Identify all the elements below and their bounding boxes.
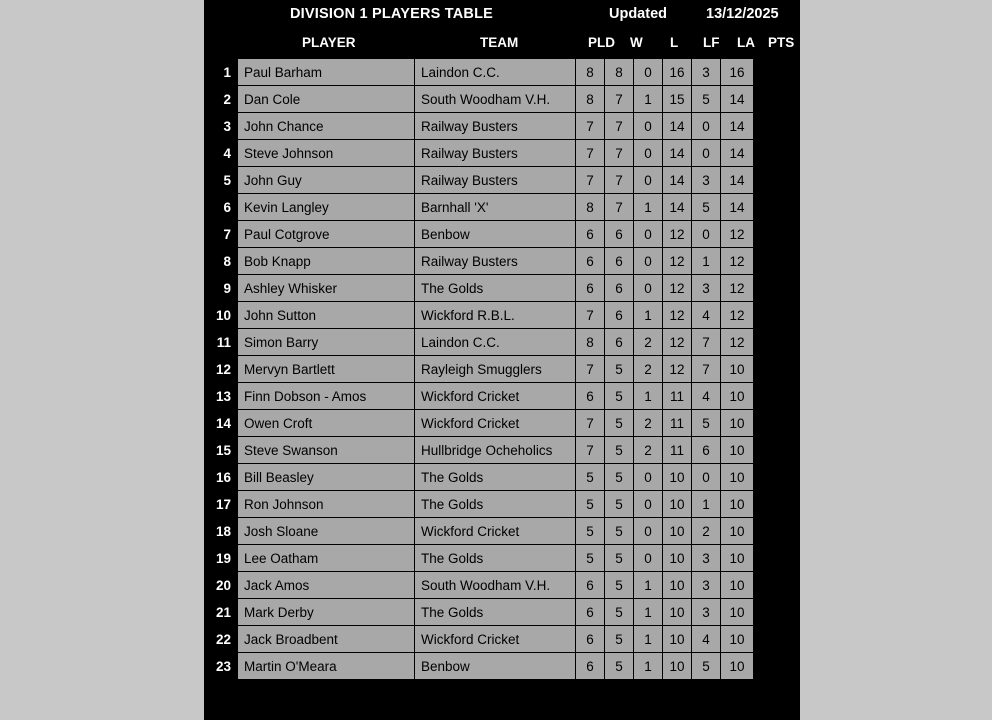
row-legs-for: 15 (663, 86, 691, 112)
row-legs-against: 7 (692, 329, 720, 355)
row-rank: 9 (205, 275, 237, 301)
row-points: 14 (721, 167, 753, 193)
row-losses: 1 (634, 626, 662, 652)
row-played: 7 (576, 302, 604, 328)
row-points: 10 (721, 491, 753, 517)
row-rank: 19 (205, 545, 237, 571)
row-legs-for: 12 (663, 275, 691, 301)
row-losses: 0 (634, 167, 662, 193)
row-wins: 5 (605, 599, 633, 625)
row-wins: 7 (605, 167, 633, 193)
row-rank: 5 (205, 167, 237, 193)
row-player-name: Martin O'Meara (238, 653, 414, 679)
row-team-name: Laindon C.C. (415, 59, 575, 85)
table-row (205, 113, 753, 139)
row-legs-against: 7 (692, 356, 720, 382)
row-team-name: The Golds (415, 599, 575, 625)
row-rank: 2 (205, 86, 237, 112)
row-rank: 14 (205, 410, 237, 436)
table-row (205, 248, 753, 274)
row-team-name: Hullbridge Ocheholics (415, 437, 575, 463)
row-team-name: The Golds (415, 491, 575, 517)
row-played: 7 (576, 140, 604, 166)
row-played: 6 (576, 599, 604, 625)
row-team-name: Barnhall 'X' (415, 194, 575, 220)
row-wins: 5 (605, 518, 633, 544)
row-wins: 6 (605, 329, 633, 355)
row-player-name: Paul Barham (238, 59, 414, 85)
players-table (204, 58, 754, 680)
row-legs-for: 12 (663, 302, 691, 328)
row-losses: 2 (634, 437, 662, 463)
row-rank: 17 (205, 491, 237, 517)
column-header-pld: PLD (588, 35, 615, 50)
row-legs-for: 12 (663, 248, 691, 274)
row-legs-against: 3 (692, 545, 720, 571)
row-rank: 6 (205, 194, 237, 220)
row-points: 10 (721, 599, 753, 625)
row-played: 7 (576, 437, 604, 463)
row-player-name: Lee Oatham (238, 545, 414, 571)
row-legs-for: 10 (663, 491, 691, 517)
table-row (205, 194, 753, 220)
row-player-name: Owen Croft (238, 410, 414, 436)
row-legs-against: 3 (692, 599, 720, 625)
row-legs-for: 10 (663, 545, 691, 571)
row-played: 6 (576, 221, 604, 247)
row-player-name: Steve Swanson (238, 437, 414, 463)
row-player-name: Jack Amos (238, 572, 414, 598)
row-points: 10 (721, 626, 753, 652)
row-team-name: Wickford Cricket (415, 518, 575, 544)
row-legs-for: 16 (663, 59, 691, 85)
row-points: 10 (721, 464, 753, 490)
row-player-name: Ron Johnson (238, 491, 414, 517)
table-row (205, 59, 753, 85)
row-played: 6 (576, 275, 604, 301)
table-row (205, 653, 753, 679)
row-legs-for: 12 (663, 329, 691, 355)
row-player-name: John Guy (238, 167, 414, 193)
row-played: 5 (576, 464, 604, 490)
row-team-name: Railway Busters (415, 167, 575, 193)
row-team-name: South Woodham V.H. (415, 572, 575, 598)
row-played: 5 (576, 518, 604, 544)
table-row (205, 518, 753, 544)
row-points: 12 (721, 329, 753, 355)
row-losses: 2 (634, 356, 662, 382)
row-team-name: The Golds (415, 545, 575, 571)
row-legs-for: 12 (663, 221, 691, 247)
row-legs-for: 10 (663, 464, 691, 490)
table-row (205, 356, 753, 382)
row-played: 6 (576, 248, 604, 274)
row-legs-for: 10 (663, 626, 691, 652)
row-legs-against: 1 (692, 491, 720, 517)
table-row (205, 464, 753, 490)
row-points: 10 (721, 356, 753, 382)
row-played: 6 (576, 626, 604, 652)
column-header-lf: LF (703, 35, 720, 50)
row-legs-against: 3 (692, 59, 720, 85)
row-losses: 1 (634, 653, 662, 679)
row-points: 10 (721, 518, 753, 544)
row-team-name: Wickford R.B.L. (415, 302, 575, 328)
row-losses: 0 (634, 113, 662, 139)
row-wins: 8 (605, 59, 633, 85)
row-losses: 0 (634, 518, 662, 544)
row-wins: 6 (605, 248, 633, 274)
row-rank: 16 (205, 464, 237, 490)
row-wins: 5 (605, 653, 633, 679)
row-player-name: Steve Johnson (238, 140, 414, 166)
row-legs-against: 4 (692, 626, 720, 652)
row-team-name: The Golds (415, 275, 575, 301)
row-rank: 20 (205, 572, 237, 598)
row-losses: 0 (634, 275, 662, 301)
table-row (205, 491, 753, 517)
row-legs-against: 2 (692, 518, 720, 544)
row-losses: 0 (634, 545, 662, 571)
row-losses: 0 (634, 140, 662, 166)
column-header-pts: PTS (768, 35, 795, 50)
table-row (205, 221, 753, 247)
row-points: 16 (721, 59, 753, 85)
row-team-name: Benbow (415, 653, 575, 679)
table-row (205, 545, 753, 571)
table-row (205, 572, 753, 598)
row-player-name: Kevin Langley (238, 194, 414, 220)
row-player-name: Mark Derby (238, 599, 414, 625)
row-losses: 0 (634, 491, 662, 517)
row-points: 12 (721, 302, 753, 328)
row-wins: 5 (605, 410, 633, 436)
row-rank: 7 (205, 221, 237, 247)
row-rank: 22 (205, 626, 237, 652)
column-headers (0, 32, 992, 56)
row-legs-against: 1 (692, 248, 720, 274)
row-wins: 5 (605, 626, 633, 652)
row-played: 7 (576, 356, 604, 382)
row-team-name: Wickford Cricket (415, 626, 575, 652)
row-legs-against: 6 (692, 437, 720, 463)
row-wins: 7 (605, 140, 633, 166)
row-wins: 6 (605, 302, 633, 328)
row-player-name: Dan Cole (238, 86, 414, 112)
row-wins: 5 (605, 464, 633, 490)
row-player-name: Mervyn Bartlett (238, 356, 414, 382)
row-legs-for: 10 (663, 653, 691, 679)
row-legs-against: 0 (692, 113, 720, 139)
row-player-name: Jack Broadbent (238, 626, 414, 652)
row-losses: 2 (634, 410, 662, 436)
table-row (205, 275, 753, 301)
row-points: 12 (721, 248, 753, 274)
row-player-name: John Sutton (238, 302, 414, 328)
row-played: 6 (576, 383, 604, 409)
table-row (205, 383, 753, 409)
row-legs-for: 11 (663, 437, 691, 463)
row-wins: 6 (605, 221, 633, 247)
row-rank: 15 (205, 437, 237, 463)
table-row (205, 140, 753, 166)
row-player-name: Bob Knapp (238, 248, 414, 274)
row-legs-against: 4 (692, 383, 720, 409)
row-losses: 0 (634, 221, 662, 247)
row-legs-against: 0 (692, 464, 720, 490)
row-legs-for: 10 (663, 572, 691, 598)
row-legs-against: 0 (692, 140, 720, 166)
row-wins: 6 (605, 275, 633, 301)
row-points: 14 (721, 194, 753, 220)
row-legs-for: 14 (663, 140, 691, 166)
row-legs-for: 14 (663, 194, 691, 220)
row-player-name: Ashley Whisker (238, 275, 414, 301)
row-played: 8 (576, 86, 604, 112)
column-header-la: LA (737, 35, 755, 50)
row-rank: 4 (205, 140, 237, 166)
row-rank: 10 (205, 302, 237, 328)
row-points: 12 (721, 275, 753, 301)
row-team-name: South Woodham V.H. (415, 86, 575, 112)
row-points: 10 (721, 437, 753, 463)
row-player-name: Paul Cotgrove (238, 221, 414, 247)
row-rank: 1 (205, 59, 237, 85)
row-legs-against: 4 (692, 302, 720, 328)
row-legs-for: 14 (663, 113, 691, 139)
row-wins: 5 (605, 383, 633, 409)
table-row (205, 86, 753, 112)
row-wins: 7 (605, 113, 633, 139)
row-played: 7 (576, 113, 604, 139)
table-row (205, 599, 753, 625)
row-points: 12 (721, 221, 753, 247)
row-rank: 11 (205, 329, 237, 355)
row-points: 10 (721, 545, 753, 571)
row-wins: 5 (605, 545, 633, 571)
row-played: 7 (576, 167, 604, 193)
row-legs-for: 10 (663, 518, 691, 544)
row-points: 14 (721, 140, 753, 166)
row-team-name: Laindon C.C. (415, 329, 575, 355)
row-player-name: Bill Beasley (238, 464, 414, 490)
row-legs-against: 0 (692, 221, 720, 247)
row-rank: 21 (205, 599, 237, 625)
row-losses: 1 (634, 572, 662, 598)
row-legs-for: 14 (663, 167, 691, 193)
column-header-l: L (670, 35, 679, 50)
table-row (205, 626, 753, 652)
row-wins: 7 (605, 86, 633, 112)
updated-label: Updated (609, 6, 667, 22)
column-header-w: W (630, 35, 643, 50)
row-team-name: Benbow (415, 221, 575, 247)
updated-date: 13/12/2025 (706, 6, 779, 22)
table-row (205, 410, 753, 436)
row-losses: 1 (634, 302, 662, 328)
row-points: 10 (721, 653, 753, 679)
row-wins: 5 (605, 491, 633, 517)
row-team-name: Wickford Cricket (415, 383, 575, 409)
row-played: 8 (576, 194, 604, 220)
row-legs-against: 3 (692, 167, 720, 193)
column-header-team: TEAM (480, 35, 519, 50)
row-points: 14 (721, 86, 753, 112)
row-legs-for: 11 (663, 383, 691, 409)
row-legs-against: 3 (692, 275, 720, 301)
row-points: 14 (721, 113, 753, 139)
row-team-name: Railway Busters (415, 113, 575, 139)
row-legs-against: 5 (692, 410, 720, 436)
row-losses: 1 (634, 194, 662, 220)
row-legs-for: 12 (663, 356, 691, 382)
row-played: 6 (576, 572, 604, 598)
row-wins: 5 (605, 572, 633, 598)
row-played: 8 (576, 329, 604, 355)
row-played: 5 (576, 545, 604, 571)
row-player-name: Josh Sloane (238, 518, 414, 544)
row-team-name: Railway Busters (415, 140, 575, 166)
row-played: 8 (576, 59, 604, 85)
row-legs-against: 5 (692, 194, 720, 220)
row-rank: 23 (205, 653, 237, 679)
row-player-name: Finn Dobson - Amos (238, 383, 414, 409)
row-played: 7 (576, 410, 604, 436)
row-points: 10 (721, 383, 753, 409)
row-losses: 0 (634, 248, 662, 274)
row-rank: 12 (205, 356, 237, 382)
table-row (205, 167, 753, 193)
row-losses: 1 (634, 86, 662, 112)
row-legs-for: 11 (663, 410, 691, 436)
row-wins: 5 (605, 356, 633, 382)
row-wins: 7 (605, 194, 633, 220)
row-played: 5 (576, 491, 604, 517)
row-losses: 0 (634, 59, 662, 85)
table-row (205, 437, 753, 463)
table-header (204, 0, 800, 30)
row-rank: 13 (205, 383, 237, 409)
row-legs-against: 3 (692, 572, 720, 598)
column-header-player: PLAYER (302, 35, 356, 50)
row-legs-against: 5 (692, 653, 720, 679)
row-losses: 1 (634, 599, 662, 625)
row-points: 10 (721, 410, 753, 436)
table-row (205, 329, 753, 355)
row-points: 10 (721, 572, 753, 598)
row-team-name: Rayleigh Smugglers (415, 356, 575, 382)
row-losses: 2 (634, 329, 662, 355)
row-legs-against: 5 (692, 86, 720, 112)
row-losses: 0 (634, 464, 662, 490)
row-player-name: Simon Barry (238, 329, 414, 355)
row-rank: 8 (205, 248, 237, 274)
page-title: DIVISION 1 PLAYERS TABLE (290, 6, 494, 22)
row-losses: 1 (634, 383, 662, 409)
row-played: 6 (576, 653, 604, 679)
row-rank: 3 (205, 113, 237, 139)
row-team-name: The Golds (415, 464, 575, 490)
row-team-name: Railway Busters (415, 248, 575, 274)
table-row (205, 302, 753, 328)
row-rank: 18 (205, 518, 237, 544)
row-player-name: John Chance (238, 113, 414, 139)
row-team-name: Wickford Cricket (415, 410, 575, 436)
row-wins: 5 (605, 437, 633, 463)
row-legs-for: 10 (663, 599, 691, 625)
